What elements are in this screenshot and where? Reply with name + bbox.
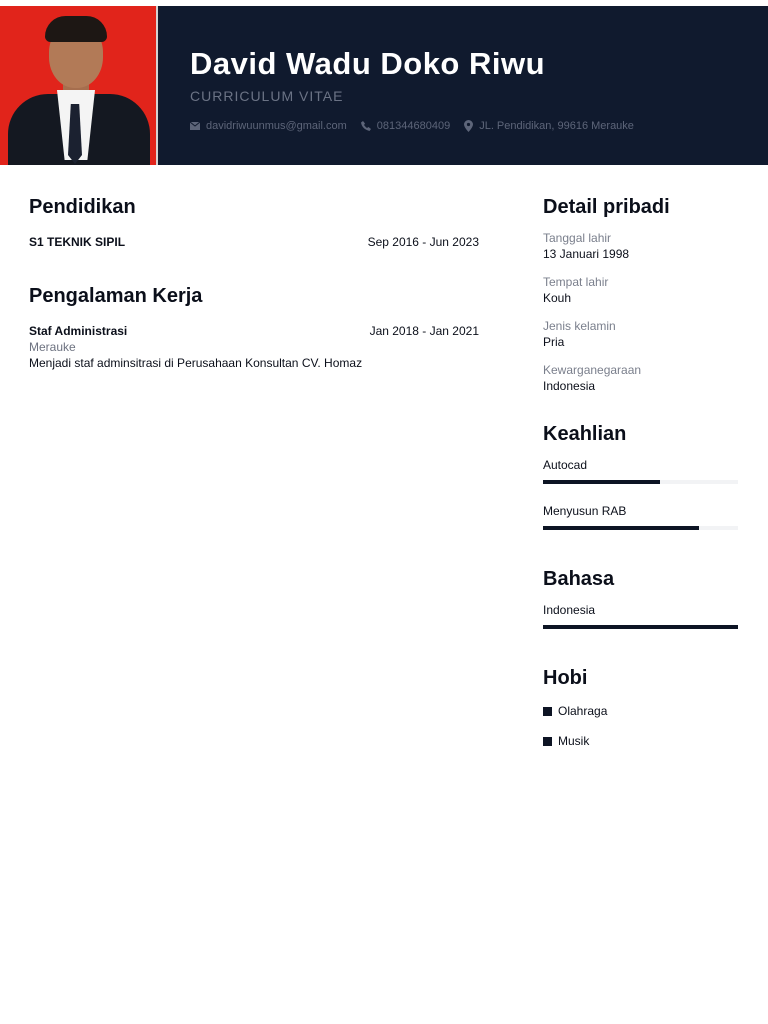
square-bullet-icon <box>543 707 552 716</box>
personal-section <box>543 196 739 393</box>
skills-section <box>543 423 739 530</box>
education-title: Pendidikan <box>29 196 136 218</box>
square-bullet-icon <box>543 737 552 746</box>
skill-bar <box>543 480 738 484</box>
personal-field <box>543 319 739 349</box>
skill-bar-fill <box>543 526 699 530</box>
hobbies-title: Hobi <box>543 667 588 689</box>
languages-section <box>543 568 739 629</box>
education-degree: S1 TEKNIK SIPIL <box>29 235 126 249</box>
hobby-label: Musik <box>558 734 590 748</box>
phone-text: 081344680409 <box>376 120 451 132</box>
gender-value: Pria <box>543 335 565 349</box>
hobby-label: Olahraga <box>558 704 608 718</box>
address-contact <box>464 120 634 132</box>
skills-title: Keahlian <box>543 423 627 445</box>
person-name: David Wadu Doko Riwu <box>190 46 546 81</box>
hobby-item <box>543 704 739 718</box>
language-bar-fill <box>543 625 738 629</box>
education-item <box>29 235 479 249</box>
skill-item <box>543 458 739 484</box>
experience-period: Jan 2018 - Jan 2021 <box>369 324 479 338</box>
birthplace-label: Tempat lahir <box>543 275 609 289</box>
envelope-icon <box>190 122 200 130</box>
skill-bar-fill <box>543 480 660 484</box>
document-subtitle: CURRICULUM VITAE <box>190 88 344 104</box>
hobbies-section <box>543 667 739 748</box>
sidebar-column <box>543 196 739 748</box>
phone-icon <box>361 121 371 131</box>
personal-field <box>543 231 739 261</box>
experience-item <box>29 324 479 338</box>
language-name: Indonesia <box>543 603 596 617</box>
phone-contact[interactable] <box>361 120 450 132</box>
education-period: Sep 2016 - Jun 2023 <box>367 235 479 249</box>
language-bar <box>543 625 738 629</box>
birthdate-value: 13 Januari 1998 <box>543 247 630 261</box>
experience-section <box>29 285 479 370</box>
main-column <box>29 196 479 370</box>
hobby-item <box>543 734 739 748</box>
skill-name: Menyusun RAB <box>543 504 627 518</box>
address-text: JL. Pendidikan, 99616 Merauke <box>479 120 634 132</box>
birthplace-value: Kouh <box>543 291 572 305</box>
languages-title: Bahasa <box>543 568 615 590</box>
experience-role: Staf Administrasi <box>29 324 128 338</box>
skill-bar <box>543 526 738 530</box>
education-section <box>29 196 479 249</box>
language-item <box>543 603 739 629</box>
birthdate-label: Tanggal lahir <box>543 231 612 245</box>
profile-photo <box>0 6 158 165</box>
personal-title: Detail pribadi <box>543 196 670 218</box>
nationality-label: Kewarganegaraan <box>543 363 642 377</box>
header-text <box>158 6 634 165</box>
gender-label: Jenis kelamin <box>543 319 616 333</box>
cv-header <box>0 6 768 165</box>
map-pin-icon <box>464 120 473 132</box>
personal-field <box>543 363 739 393</box>
nationality-value: Indonesia <box>543 379 596 393</box>
skill-name: Autocad <box>543 458 588 472</box>
email-text: davidriwuunmus@gmail.com <box>206 120 347 132</box>
experience-description: Menjadi staf adminsitrasi di Perusahaan Konsultan CV. Homaz <box>29 356 363 370</box>
contact-info <box>190 120 634 132</box>
personal-field <box>543 275 739 305</box>
skill-item <box>543 504 739 530</box>
experience-location: Merauke <box>29 340 76 354</box>
email-contact[interactable] <box>190 120 347 132</box>
experience-title: Pengalaman Kerja <box>29 285 203 307</box>
